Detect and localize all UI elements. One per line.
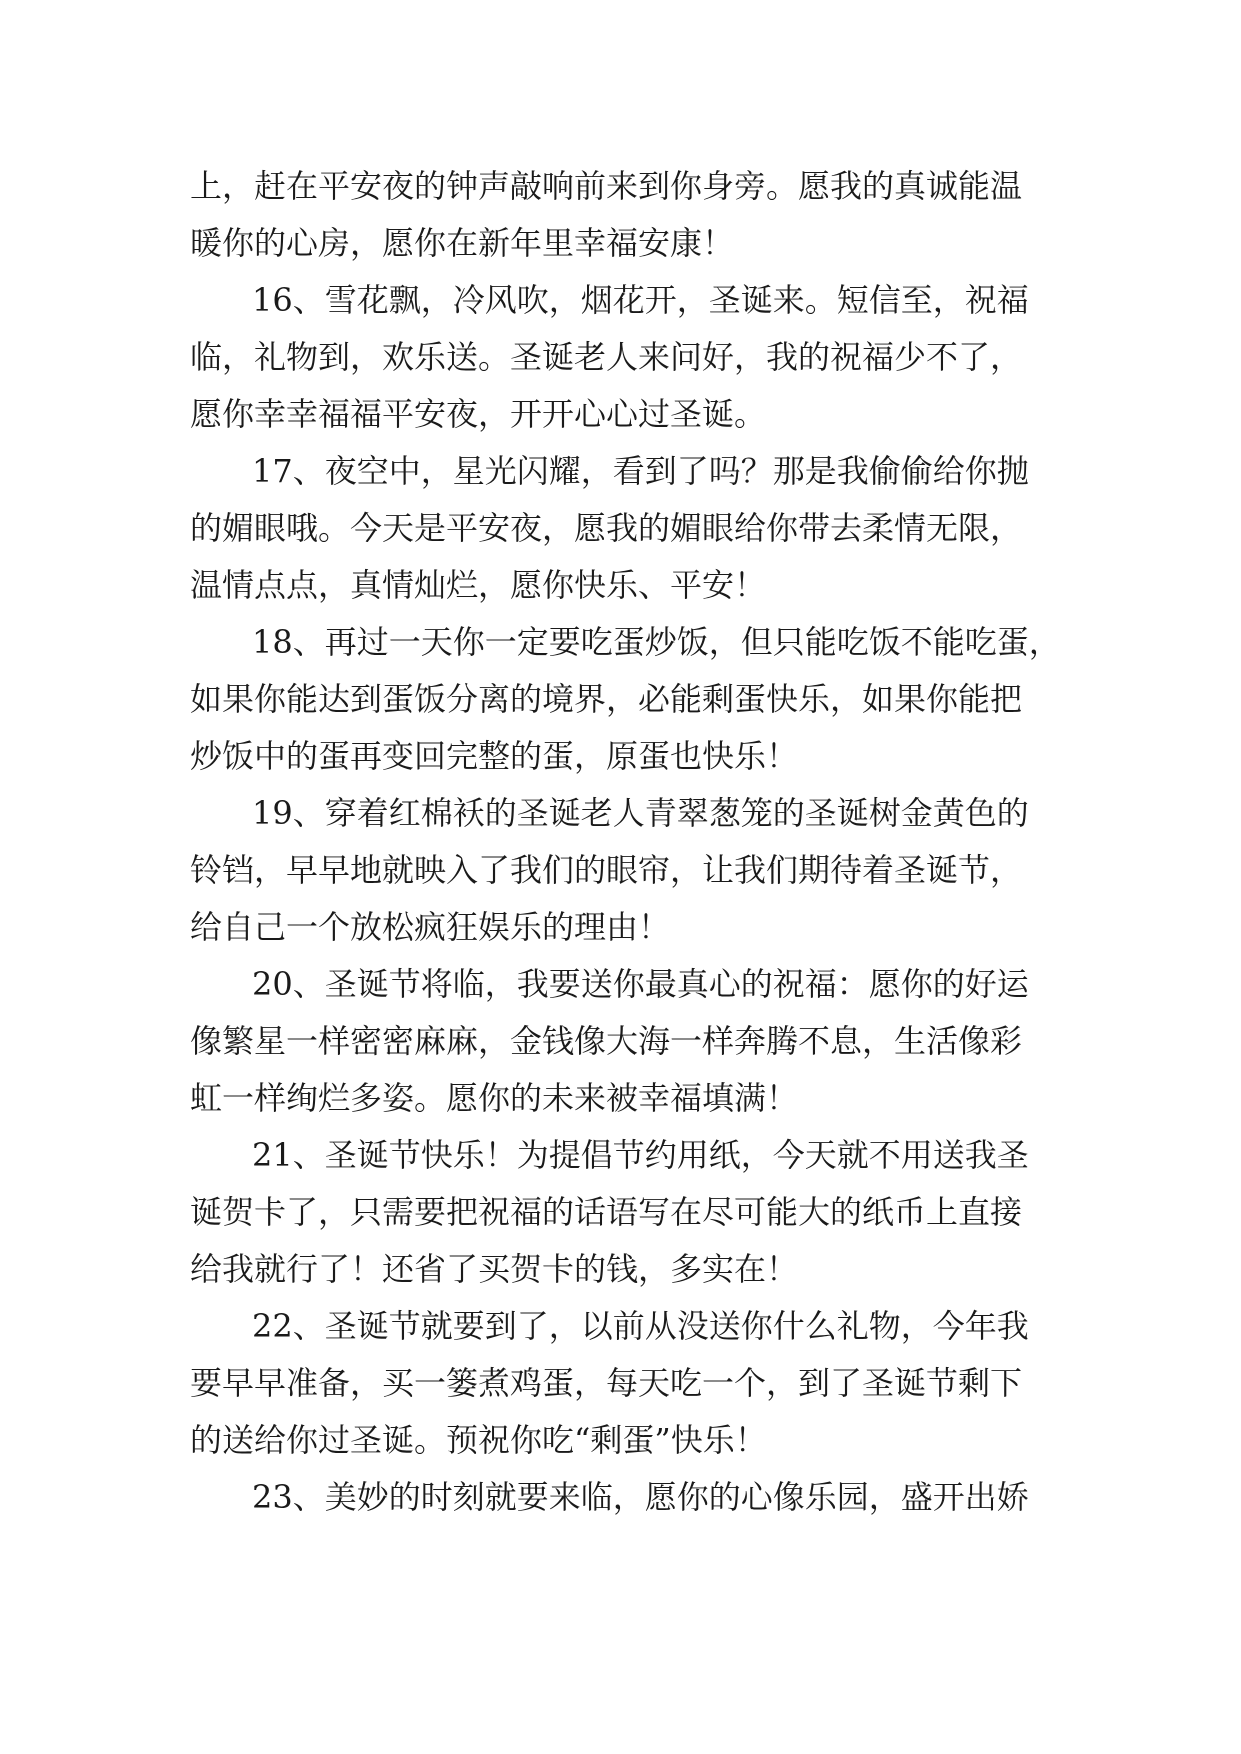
paragraph-20-first-line: 20、圣诞节将临，我要送你最真心的祝福：愿你的好运 [252,965,1029,1003]
text-line: 温情点点，真情灿烂，愿你快乐、平安！ [190,566,767,604]
text-line: 炒饭中的蛋再变回完整的蛋，原蛋也快乐！ [190,737,799,775]
paragraph-21-first-line: 21、圣诞节快乐！为提倡节约用纸，今天就不用送我圣 [252,1136,1029,1174]
text-line: 的媚眼哦。今天是平安夜，愿我的媚眼给你带去柔情无限， [190,509,1023,547]
text-line: 的送给你过圣诞。预祝你吃“剩蛋”快乐！ [190,1421,767,1459]
text-line: 像繁星一样密密麻麻，金钱像大海一样奔腾不息，生活像彩 [190,1022,1023,1060]
text-line: 虹一样绚烂多姿。愿你的未来被幸福填满！ [190,1079,799,1117]
text-line: 给我就行了！还省了买贺卡的钱，多实在！ [190,1250,799,1288]
text-line: 上，赶在平安夜的钟声敲响前来到你身旁。愿我的真诚能温 [190,167,1023,205]
text-line: 愿你幸幸福福平安夜，开开心心过圣诞。 [190,395,767,433]
paragraph-19-first-line: 19、穿着红棉袄的圣诞老人青翠葱笼的圣诞树金黄色的 [252,794,1029,832]
text-line: 临，礼物到，欢乐送。圣诞老人来问好，我的祝福少不了， [190,338,1023,376]
text-line: 铃铛，早早地就映入了我们的眼帘，让我们期待着圣诞节， [190,851,1023,889]
paragraph-17-first-line: 17、夜空中，星光闪耀，看到了吗？那是我偷偷给你抛 [252,452,1029,490]
paragraph-16-first-line: 16、雪花飘，冷风吹，烟花开，圣诞来。短信至，祝福 [252,281,1029,319]
text-line: 给自己一个放松疯狂娱乐的理由！ [190,908,671,946]
paragraph-22-first-line: 22、圣诞节就要到了，以前从没送你什么礼物，今年我 [252,1307,1029,1345]
text-line: 如果你能达到蛋饭分离的境界，必能剩蛋快乐，如果你能把 [190,680,1023,718]
text-line: 要早早准备，买一篓煮鸡蛋，每天吃一个，到了圣诞节剩下 [190,1364,1023,1402]
text-line: 诞贺卡了，只需要把祝福的话语写在尽可能大的纸币上直接 [190,1193,1023,1231]
paragraph-23-first-line: 23、美妙的时刻就要来临，愿你的心像乐园，盛开出娇 [252,1478,1029,1516]
text-line: 暖你的心房，愿你在新年里幸福安康！ [190,224,735,262]
paragraph-18-first-line: 18、再过一天你一定要吃蛋炒饭，但只能吃饭不能吃蛋， [252,623,1061,661]
